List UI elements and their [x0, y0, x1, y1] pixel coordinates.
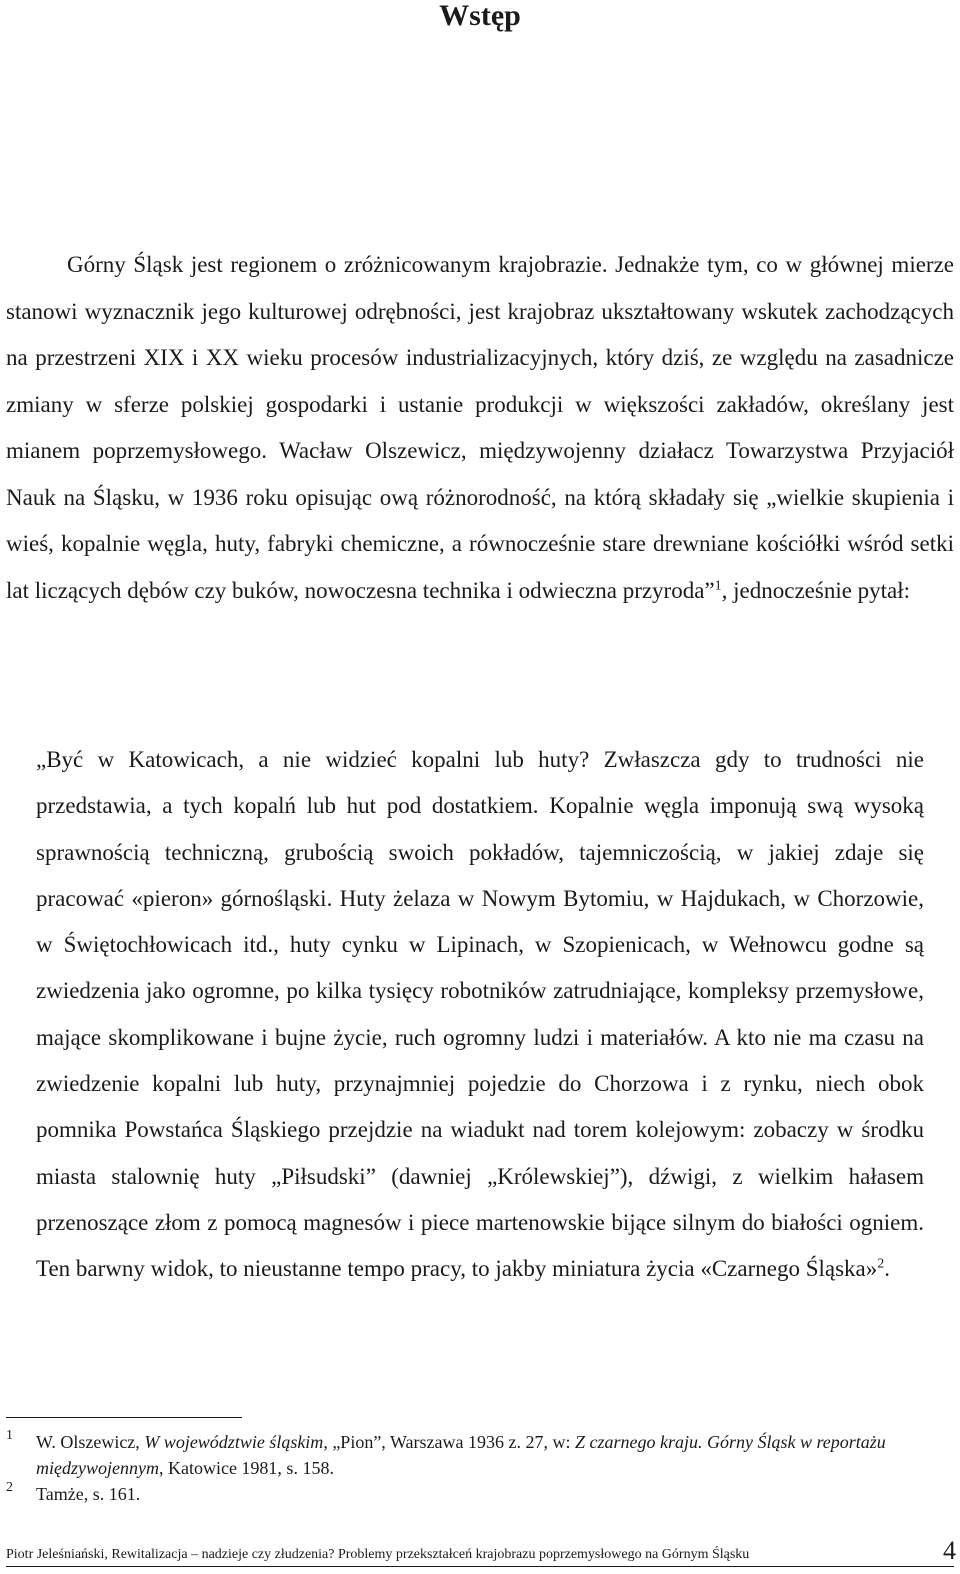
footnote-1-rest: , Katowice 1981, s. 158.: [158, 1458, 334, 1478]
footnote-1-number: 1: [6, 1428, 13, 1443]
footnote-1-body: [36, 1429, 936, 1481]
footer-rule: [6, 1566, 954, 1567]
footnote-1: [6, 1429, 936, 1481]
intro-paragraph: [6, 242, 954, 614]
footnote-ref-1[interactable]: 1: [714, 577, 722, 593]
block-quote: [36, 737, 924, 1293]
footnote-ref-2[interactable]: 2: [877, 1256, 885, 1272]
footnote-2-body: Tamże, s. 161.: [36, 1484, 141, 1504]
footnote-2-number: 2: [6, 1480, 13, 1495]
intro-paragraph-text: Górny Śląsk jest regionem o zróżnicowanym krajobrazie. Jednakże tym, co w głównej mierze stanowi wyznacznik jego kulturowej odrębności, jest krajobraz ukształtowany wskutek zachodzących na przestrzeni XIX i XX wieku procesów industrializacyjnych, który dziś, ze względu na zasadnicze zmiany w sferze polskiej gospodarki i ustanie produkcji w większości zakładów, określany jest mianem poprzemysłowego. Wacław Olszewicz, międzywojenny działacz Towarzystwa Przyjaciół Nauk na Śląsku, w 1936 roku opisując ową różnorodność, na którą składały się „wielkie skupienia i wieś, kopalnie węgla, huty, fabryki chemiczne, a równocześnie stare drewniane kościółki wśród setki lat liczących dębów czy buków, nowoczesna technika i odwieczna przyroda”: [6, 252, 954, 603]
page-number: 4: [943, 1536, 956, 1565]
page-title: Wstęp: [439, 0, 521, 32]
quote-end: .: [884, 1256, 891, 1282]
footnote-1-author: W. Olszewicz,: [36, 1432, 145, 1452]
footnote-separator: [6, 1417, 242, 1418]
footnote-1-work: W województwie śląskim: [144, 1432, 324, 1452]
intro-paragraph-ending: , jednocześnie pytał:: [721, 577, 911, 603]
footnote-1-publisher: , „Pion”, Warszawa 1936 z. 27, w:: [323, 1432, 575, 1452]
running-footer: Piotr Jeleśniański, Rewitalizacja – nadzieje czy złudzenia? Problemy przekształceń krajobrazu poprzemysłowego na Górnym Śląsku: [6, 1547, 750, 1562]
footnote-1-collection: Z czarnego kraju. Górny Śląsk w reportażu międzywojennym: [36, 1432, 886, 1478]
quote-text: „Być w Katowicach, a nie widzieć kopalni lub huty? Zwłaszcza gdy to trudności nie przedstawia, a tych kopalń lub hut pod dostatkiem. Kopalnie węgla imponują swą wysoką sprawnością techniczną, grubością swoich pokładów, tajemniczością, w jakiej zdaje się pracować «pieron» górnośląski. Huty żelaza w Nowym Bytomiu, w Hajdukach, w Chorzowie, w Świętochłowicach itd., huty cynku w Lipinach, w Szopienicach, w Wełnowcu godne są zwiedzenia jako ogromne, po kilka tysięcy robotników zatrudniające, kompleksy przemysłowe, mające skomplikowane i bujne życie, ruch ogromny ludzi i materiałów. A kto nie ma czasu na zwiedzenie kopalni lub huty, przynajmniej pojedzie do Chorzowa i z rynku, niech obok pomnika Powstańca Śląskiego przejdzie na wiadukt nad torem kolejowym: zobaczy w środku miasta stalownię huty „Piłsudski” (dawniej „Królewskiej”), dźwigi, z wielkim hałasem przenoszące złom z pomocą magnesów i piece martenowskie bijące silnym do białości ogniem. Ten barwny widok, to nieustanne tempo pracy, to jakby miniatura życia «Czarnego Śląska»: [36, 747, 924, 1282]
footnote-2: [6, 1481, 936, 1507]
